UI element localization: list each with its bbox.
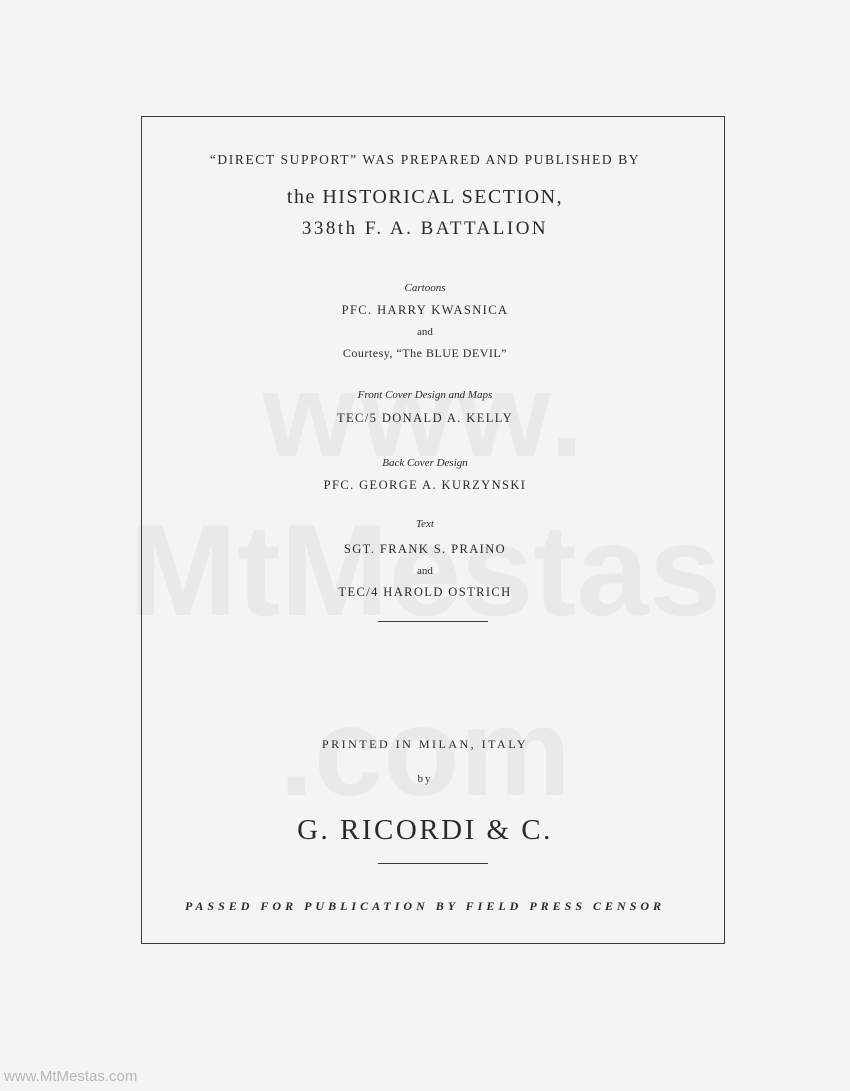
credit-name-front-cover-artist: TEC/5 DONALD A. KELLY	[336, 411, 514, 425]
credit-name-cartoonist: PFC. HARRY KWASNICA	[341, 303, 509, 317]
credit-joiner: and	[417, 326, 433, 338]
section-divider	[378, 621, 488, 622]
battalion-title: 338th F. A. BATTALION	[301, 218, 549, 239]
printer-name: G. RICORDI & C.	[297, 814, 553, 846]
credit-role-cartoons: Cartoons	[404, 282, 446, 294]
credit-name-writer-1: SGT. FRANK S. PRAINO	[343, 542, 507, 556]
censor-line: PASSED FOR PUBLICATION BY FIELD PRESS CENSOR	[184, 899, 666, 913]
printed-by-line: by	[417, 773, 433, 785]
footer-url: www.MtMestas.com	[4, 1068, 138, 1085]
prepared-by-line: “DIRECT SUPPORT” WAS PREPARED AND PUBLISHED BY	[209, 152, 641, 167]
printer-divider	[378, 863, 488, 864]
credit-joiner: and	[417, 565, 433, 577]
historical-section-title: the HISTORICAL SECTION,	[286, 186, 564, 208]
credit-name-back-cover-artist: PFC. GEORGE A. KURZYNSKI	[323, 478, 527, 492]
credit-role-back-cover: Back Cover Design	[382, 457, 468, 469]
credit-name-courtesy: Courtesy, “The BLUE DEVIL”	[342, 346, 508, 360]
printed-location-line: PRINTED IN MILAN, ITALY	[322, 737, 528, 751]
credit-name-writer-2: TEC/4 HAROLD OSTRICH	[338, 585, 512, 599]
credit-role-text: Text	[416, 518, 434, 530]
credit-role-front-cover: Front Cover Design and Maps	[357, 389, 493, 401]
